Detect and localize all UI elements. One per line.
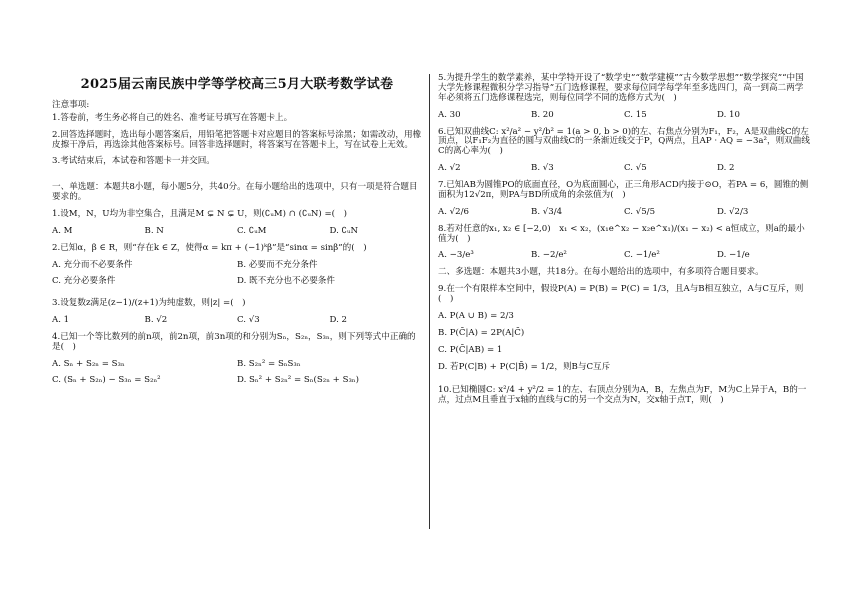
option: C. 15 xyxy=(624,109,647,120)
option: A. Sₙ + S₂ₙ = S₃ₙ xyxy=(52,358,125,369)
question-options xyxy=(438,111,810,121)
option: C. 充分必要条件 xyxy=(52,275,116,286)
option: D. √2/3 xyxy=(717,206,749,217)
note-item: 2.回答选择题时，选出每小题答案后，用铅笔把答题卡对应题目的答案标号涂黑；如需改动，用橡皮擦干净后，再选涂其他答案标号。回答非选择题时，将答案写在答题卡上，写在试卷上无效。 xyxy=(52,129,422,150)
exam-title: 2025届云南民族中学等学校高三5月大联考数学试卷 xyxy=(80,77,394,92)
option: A. −3/e³ xyxy=(438,250,474,261)
option: B. √3/4 xyxy=(531,206,563,217)
right-column xyxy=(438,74,810,413)
column-divider xyxy=(429,74,430,529)
option: C. √5 xyxy=(624,163,647,174)
option: D. 既不充分也不必要条件 xyxy=(237,275,335,286)
option: C. P(C̄|AB) = 1 xyxy=(438,344,503,355)
option: C. −1/e² xyxy=(624,250,660,261)
option: C. √5/5 xyxy=(624,206,656,217)
note-item: 3.考试结束后，本试卷和答题卡一并交回。 xyxy=(52,156,215,167)
option: A. 30 xyxy=(438,109,461,120)
option: B. √3 xyxy=(531,163,554,174)
option: A. √2/6 xyxy=(438,206,469,217)
question-stem: 5.为提升学生的数学素养，某中学特开设了“数学史”“数学建模”“古今数学思想”“数学探究”“中国大学先修课程微积分学习指导”五门选修课程，要求每位同学每学年至多选四门，高一到高二两学年必须将五门选修课程选完，则每位同学不同的选修方式为( ) xyxy=(438,73,804,103)
option: D. 10 xyxy=(717,109,740,120)
option: B. P(C̄|A) = 2P(A|C̄) xyxy=(438,327,525,338)
question-stem: 10.已知椭圆C: x²/4 + y²/2 = 1的左、右顶点分别为A，B，左焦点为F，M为C上异于A，B的一点，过点M且垂直于x轴的直线与C的另一个交点为N，交x轴于点T，则( ) xyxy=(438,385,807,406)
option: D. Sₙ² + S₂ₙ² = Sₙ(S₂ₙ + S₃ₙ) xyxy=(237,374,359,385)
option: D. 若P(C|B) + P(C|B̄) = 1/2，则B与C互斥 xyxy=(438,361,611,372)
question-stem: 4.已知一个等比数列的前n项，前2n项，前3n项的和分别为Sₙ，S₂ₙ，S₃ₙ，则下列等式中正确的是( ) xyxy=(52,332,416,353)
option: C. ∁ᵤM xyxy=(237,225,267,236)
question-stem: 7.已知AB为圆锥PO的底面直径，O为底面圆心，正三角形ACD内接于⊙O，若PA = 6，圆锥的侧面积为12√2π，则PA与BD所成角的余弦值为( ) xyxy=(438,180,809,200)
option: A. √2 xyxy=(438,163,461,174)
option: C. √3 xyxy=(237,315,260,326)
option: D. 2 xyxy=(717,163,735,174)
question-options xyxy=(52,227,422,237)
option: B. √2 xyxy=(144,315,168,326)
option: A. 1 xyxy=(52,315,70,326)
question-stem: 8.若对任意的x₁, x₂ ∈ [−2,0) x₁ < x₂，(x₁e^x₂ − x₂e^x₁)/(x₁ − x₂) < a恒成立，则a的最小值为( ) xyxy=(438,223,805,244)
question-stem: 6.已知双曲线C: x²/a² − y²/b² = 1(a > 0, b > 0)的左、右焦点分别为F₁，F₂，A是双曲线C的左顶点，以F₁F₂为直径的圆与双曲线C的一条渐近线交于P，Q两点，且AP · AQ = −3a²，则双曲线C的离心率为( ) xyxy=(438,126,810,157)
question-options xyxy=(438,164,810,174)
option: B. S₂ₙ² = SₙS₃ₙ xyxy=(237,358,301,369)
left-column xyxy=(52,74,422,399)
question-options xyxy=(438,208,810,218)
option: D. −1/e xyxy=(717,250,750,261)
option: B. 必要而不充分条件 xyxy=(237,259,318,270)
question-options xyxy=(52,316,422,326)
option: D. 2 xyxy=(329,315,348,326)
question-options xyxy=(52,360,422,392)
notes-heading: 注意事项: xyxy=(52,99,90,110)
question-stem: 1.设M，N，U均为非空集合，且满足M ⊊ N ⊊ U，则(∁ᵤM) ∩ (∁ᵤN) =( ) xyxy=(52,209,347,220)
question-stem: 2.已知α，β ∈ R，则“存在k ∈ Z，使得α = kπ + (−1)ᵏβ”是“sinα = sinβ”的( ) xyxy=(52,242,367,253)
option: A. P(A ∪ B) = 2/3 xyxy=(438,310,514,321)
option: B. −2/e² xyxy=(531,250,567,261)
question-stem: 9.在一个有限样本空间中，假设P(A) = P(B) = P(C) = 1/3，且A与B相互独立，A与C互斥，则( ) xyxy=(438,284,804,304)
option: A. M xyxy=(52,225,73,236)
option: C. (Sₙ + S₂ₙ) − S₃ₙ = S₂ₙ² xyxy=(52,374,161,385)
section-heading: 一、单选题：本题共8小题，每小题5分，共40分。在每小题给出的选项中，只有一项是符合题目要求的。 xyxy=(52,182,418,203)
question-stem: 3.设复数z满足(z−1)/(z+1)为纯虚数，则|z| =( ) xyxy=(52,298,246,309)
option: B. 20 xyxy=(531,109,554,120)
option: D. ∁ᵤN xyxy=(329,225,358,236)
question-options xyxy=(438,312,810,380)
note-item: 1.答卷前，考生务必将自己的姓名、准考证号填写在答题卡上。 xyxy=(52,112,293,123)
question-options xyxy=(438,251,810,261)
section-heading: 二、多选题：本题共3小题，共18分。在每小题给出的选项中，有多项符合题目要求。 xyxy=(438,267,764,278)
option: A. 充分而不必要条件 xyxy=(52,259,133,270)
question-options xyxy=(52,261,422,293)
option: B. N xyxy=(144,225,164,236)
